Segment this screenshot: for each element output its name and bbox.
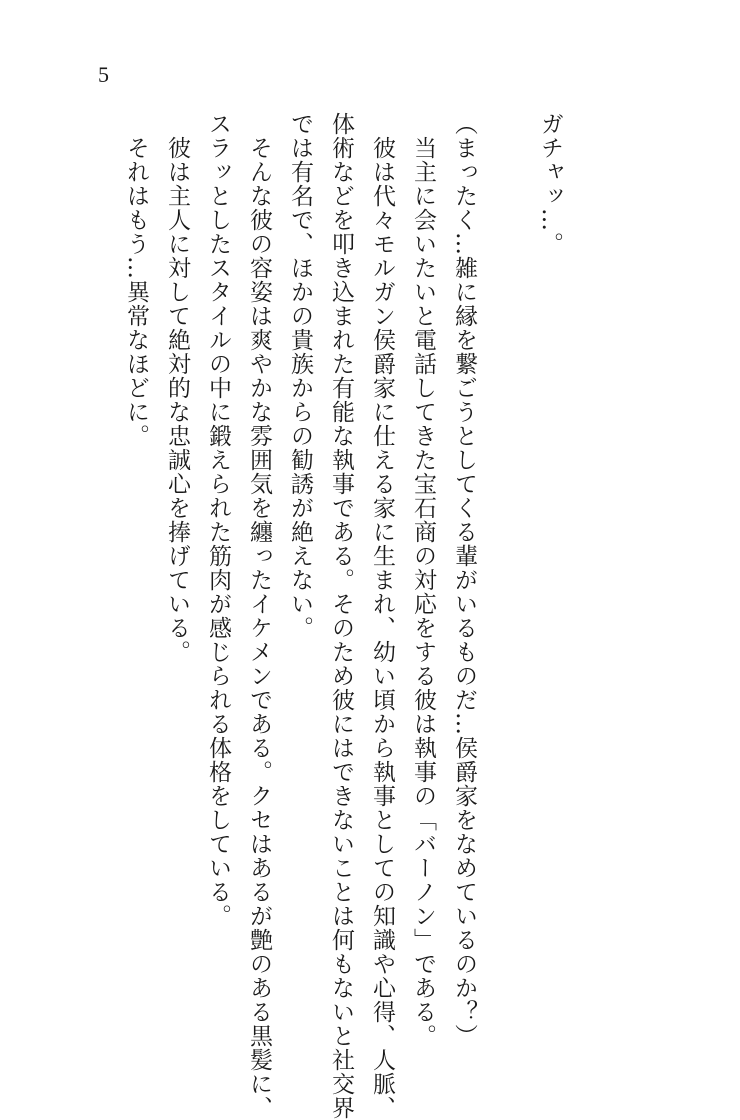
novel-text-block: [115, 112, 570, 1120]
text-line: 当主に会いたいと電話してきた宝石商の対応をする彼は執事の「バーノン」である。: [410, 112, 436, 1048]
blank-line: [484, 112, 529, 972]
text-line: 彼は代々モルガン侯爵家に仕える家に生まれ、幼い頃から執事としての知識や心得、人脈、: [369, 112, 395, 1120]
text-line: スラッとしたスタイルの中に鍛えられた筋肉が感じられる体格をしている。: [205, 112, 231, 928]
text-line: では有名で、ほかの貴族からの勧誘が絶えない。: [287, 112, 313, 640]
text-line: ガチャッ…。: [537, 112, 563, 256]
page-number: 5: [98, 62, 109, 87]
text-line: （まったく…雑に縁を繋ごうとしてくる輩がいるものだ…侯爵家をなめているのか？）: [451, 112, 477, 1048]
text-line: 彼は主人に対して絶対的な忠誠心を捧げている。: [164, 112, 190, 664]
text-line: それはもう…異常なほどに。: [123, 112, 149, 448]
text-line: そんな彼の容姿は爽やかな雰囲気を纏ったイケメンである。クセはあるが艶のある黒髪に、: [246, 112, 272, 1120]
text-line: 体術などを叩き込まれた有能な執事である。そのため彼にはできないことは何もないと社交界: [328, 112, 354, 1120]
